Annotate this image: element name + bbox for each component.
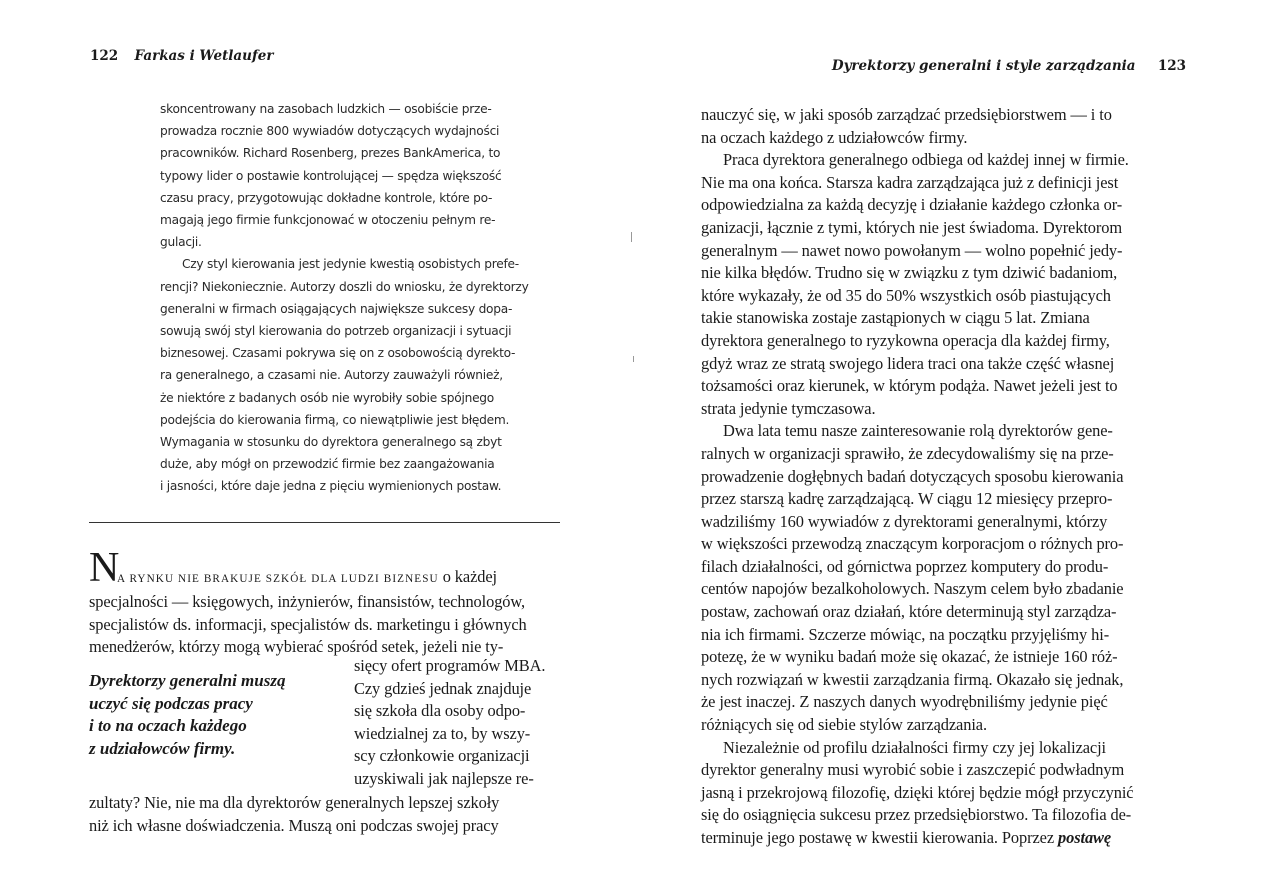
body-line: specjalistów ds. informacji, specjalistów ds. marketingu i głównych — [89, 614, 527, 634]
body-line: nie kilka błędów. Trudno się w związku z tym dziwić badaniom, — [701, 263, 1118, 283]
pull-quote — [89, 670, 349, 760]
left-page-number: 122 — [90, 48, 119, 64]
pull-quote-line: z udziałowców firmy. — [89, 738, 236, 758]
body-line: różniących się od siebie stylów zarządzania. — [701, 715, 987, 735]
sidebar-line: i jasności, które daje jedna z pięciu wymienionych postaw. — [160, 479, 502, 494]
body-line: postaw, zachowań oraz działań, które determinują styl zarządza- — [701, 602, 1117, 622]
body-line: na oczach każdego z udziałowców firmy. — [701, 127, 968, 147]
body-line: menedżerów, którzy mogą wybierać spośród setek, jeżeli nie ty- — [89, 637, 504, 657]
left-running-head-title: Farkas i Wetlaufer — [134, 48, 274, 64]
body-line: ganizacji, łącznie z tymi, których nie jest świadoma. Dyrektorom — [701, 217, 1122, 237]
body-line: takie stanowiska zostaje zastąpionych w ciągu 5 lat. Zmiana — [701, 308, 1090, 328]
body-line: odpowiedzialna za każdą decyzję i działanie każdego członka or- — [701, 195, 1123, 215]
body-bottom-lines — [89, 792, 499, 837]
body-line: sięcy ofert programów MBA. — [354, 656, 546, 675]
body-line: się szkoła dla osoby odpo- — [354, 701, 526, 721]
body-line: generalnym — nawet nowo powołanym — wolno popełnić jedy- — [701, 240, 1123, 260]
body-line: nauczyć się, w jaki sposób zarządzać przedsiębiorstwem — i to — [701, 105, 1112, 124]
pull-quote-line: Dyrektorzy generalni muszą — [89, 671, 286, 690]
body-line-last — [701, 827, 1171, 850]
sidebar-line: biznesowej. Czasami pokrywa się on z osobowością dyrekto- — [160, 346, 516, 361]
sidebar-line: rencji? Niekoniecznie. Autorzy doszli do wniosku, że dyrektorzy — [160, 279, 529, 294]
sidebar-line: Czy styl kierowania jest jedynie kwestią osobistych prefe- — [182, 257, 519, 272]
body-full-lines — [89, 591, 527, 659]
sidebar-line: czasu pracy, przygotowując dokładne kontrole, które po- — [160, 190, 493, 205]
sidebar-line: że niektóre z badanych osób nie wyrobiły sobie spójnego — [160, 390, 495, 405]
body-line: Nie ma ona końca. Starsza kadra zarządzająca już z definicji jest — [701, 172, 1119, 192]
body-line: centów napojów bezalkoholowych. Naszym celem było zbadanie — [701, 579, 1124, 599]
body-line: gdyż wraz ze stratą swojego lidera traci ona także część własnej — [701, 353, 1115, 373]
body-line: Praca dyrektora generalnego odbiega od każdej innej w firmie. — [723, 150, 1129, 170]
body-line: filach działalności, od górnictwa poprzez komputery do produ- — [701, 556, 1109, 576]
body-line: wadziliśmy 160 wywiadów z dyrektorami generalnymi, którzy — [701, 511, 1108, 531]
body-line: tożsamości oraz kierunek, w którym podąża. Nawet jeżeli jest to — [701, 376, 1118, 396]
body-line: Niezależnie od profilu działalności firmy czy jej lokalizacji — [723, 737, 1107, 757]
body-line: potezę, że w wyniku badań może się okazać, że istnieje 160 róż- — [701, 647, 1118, 667]
sidebar-line: pracowników. Richard Rosenberg, prezes BankAmerica, to — [160, 146, 501, 161]
body-line: dyrektora generalnego to ryzykowna operacja dla każdej firmy, — [701, 330, 1110, 350]
body-line: przez starszą kadrę zarządzającą. W ciągu 12 miesięcy przepro- — [701, 489, 1113, 509]
body-line: strata jedynie tymczasowa. — [701, 398, 876, 418]
sidebar-line: generalni w firmach osiągających największe sukcesy dopa- — [160, 301, 513, 316]
sidebar-line: magają jego firmie funkcjonować w otoczeniu pełnym re- — [160, 213, 496, 228]
sidebar-line: Wymagania w stosunku do dyrektora generalnego są zbyt — [160, 435, 502, 450]
sidebar-summary — [160, 98, 580, 498]
first-line — [117, 566, 497, 591]
body-line: w większości przewodzą znaczącym korporacjom o różnych pro- — [701, 534, 1124, 554]
sidebar-line: prowadza rocznie 800 wywiadów dotyczących wydajności — [160, 124, 500, 139]
body-line: uzyskiwali jak najlepsze re- — [354, 768, 534, 788]
sidebar-line: gulacji. — [160, 235, 202, 250]
first-line-rest: o każdej — [438, 567, 497, 586]
right-page-number: 123 — [1157, 58, 1186, 74]
body-line: nia ich firmami. Szczerze mówiąc, na początku przyjęliśmy hi- — [701, 624, 1110, 644]
sidebar-line: skoncentrowany na zasobach ludzkich — osobiście prze- — [160, 102, 492, 116]
body-line: że jest inaczej. Z naszych danych wyodrębniliśmy jedynie pięć — [701, 692, 1108, 712]
sidebar-line: sowują swój styl kierowania do potrzeb organizacji i sytuacji — [160, 324, 512, 339]
body-line: ralnych w organizacji sprawiło, że zdecydowaliśmy się na prze- — [701, 443, 1114, 463]
body-line: Czy gdzieś jednak znajduje — [354, 678, 532, 698]
body-line: się do osiągnięcia sukcesu przez przedsiębiorstwo. Ta filozofia de- — [701, 805, 1132, 825]
body-line: scy członkowie organizacji — [354, 746, 530, 766]
pull-quote-line: i to na oczach każdego — [89, 716, 247, 736]
pull-quote-line: uczyć się podczas pracy — [89, 693, 253, 713]
body-line: wiedzialnej za to, by wszy- — [354, 723, 531, 743]
sidebar-line: typowy lider o postawie kontrolującej — spędza większość — [160, 168, 502, 183]
body-line: niż ich własne doświadczenia. Muszą oni podczas swojej pracy — [89, 815, 499, 835]
emphasis-word: postawę — [1058, 828, 1112, 847]
body-line-last-text: terminuje jego postawę w kwestii kierowania. Poprzez — [701, 828, 1055, 847]
body-line: które wykazały, że od 35 do 50% wszystkich osób piastujących — [701, 285, 1111, 305]
section-divider — [89, 522, 560, 523]
sidebar-line: podejścia do kierowania firmą, co niewątpliwie jest błędem. — [160, 412, 510, 427]
body-narrow-column — [354, 655, 545, 791]
body-line: dyrektor generalny musi wyrobić sobie i zaszczepić podwładnym — [701, 760, 1125, 780]
right-running-head — [832, 58, 1186, 74]
drop-cap: N — [89, 545, 120, 591]
sidebar-line: ra generalnego, a czasami nie. Autorzy zauważyli również, — [160, 368, 503, 383]
right-running-head-title: Dyrektorzy generalni i style zarządzania — [831, 58, 1136, 74]
body-line: prowadzenie dogłębnych badań dotyczących sposobu kierowania — [701, 466, 1124, 486]
left-running-head — [90, 48, 274, 64]
body-line: jasną i przekrojową filozofię, dzięki której będzie mógł przyczynić — [701, 782, 1134, 802]
first-line-smallcaps: A RYNKU NIE BRAKUJE SZKÓŁ DLA LUDZI BIZNESU — [117, 573, 439, 585]
body-line: Dwa lata temu nasze zainteresowanie rolą dyrektorów gene- — [723, 421, 1113, 441]
right-body-text — [701, 104, 1171, 850]
body-line: nych rozwiązań w kwestii zarządzania firmą. Okazało się jednak, — [701, 669, 1124, 689]
body-line: specjalności — księgowych, inżynierów, finansistów, technologów, — [89, 592, 526, 611]
body-line: zultaty? Nie, nie ma dla dyrektorów generalnych lepszej szkoły — [89, 793, 500, 812]
sidebar-line: duże, aby mógł on przewodzić firmie bez zaangażowania — [160, 457, 495, 472]
